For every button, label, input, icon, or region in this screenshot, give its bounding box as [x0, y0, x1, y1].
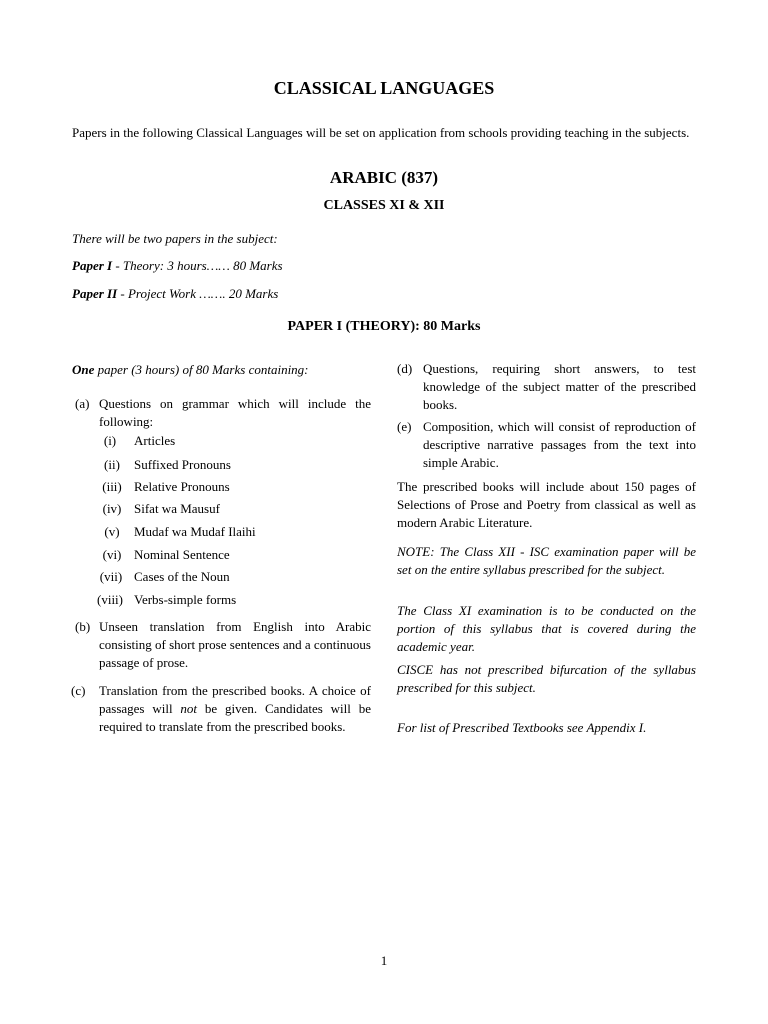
page-number: 1	[380, 953, 388, 968]
item-b-text: Unseen translation from English into Arabic consisting of short prose sentences and a continuous passage of prose.	[99, 619, 371, 670]
grammar-num-1: (i)	[103, 433, 117, 448]
grammar-num-5: (v)	[104, 524, 120, 539]
grammar-item-6: Nominal Sentence	[134, 547, 230, 562]
paper2-text: - Project Work ……. 20 Marks	[117, 286, 279, 301]
item-c-label: (c)	[71, 683, 86, 698]
grammar-num-4: (iv)	[102, 501, 122, 516]
papers-intro: There will be two papers in the subject:	[72, 231, 278, 246]
subject-title: ARABIC (837)	[329, 168, 439, 187]
theory-heading: PAPER I (THEORY): 80 Marks	[287, 319, 481, 334]
grammar-item-2: Suffixed Pronouns	[134, 457, 231, 472]
grammar-num-3: (iii)	[102, 479, 122, 494]
item-d-label: (d)	[397, 361, 413, 376]
intro-paragraph: Papers in the following Classical Languages will be set on application from schools providing teaching in the subjects.	[72, 125, 690, 140]
item-c-text-1: Translation from the prescribed books. A choice of passages will	[99, 683, 371, 716]
grammar-item-8: Verbs-simple forms	[134, 592, 237, 607]
one-rest: paper (3 hours) of 80 Marks containing:	[94, 362, 309, 377]
item-d-text: Questions, requiring short answers, to test knowledge of the subject matter of the prescribed books.	[423, 361, 696, 412]
textbooks-note: For list of Prescribed Textbooks see Appendix I.	[397, 720, 647, 735]
item-c-text-2: be given. Candidates will be required to translate from the prescribed books.	[99, 701, 371, 734]
class-xi-paragraph: The Class XI examination is to be conducted on the portion of this syllabus that is covered during the academic year.	[397, 603, 696, 654]
paper1-line	[72, 257, 283, 275]
item-c-text	[99, 682, 371, 736]
grammar-num-2: (ii)	[104, 457, 120, 472]
grammar-num-7: (vii)	[99, 569, 123, 584]
grammar-num-8: (viii)	[97, 592, 123, 607]
classes-heading: CLASSES XI & XII	[323, 198, 445, 213]
one-paper-line	[72, 361, 309, 379]
item-a-label: (a)	[75, 396, 90, 411]
grammar-item-5: Mudaf wa Mudaf Ilaihi	[134, 524, 256, 539]
item-c-not: not	[180, 701, 198, 716]
grammar-item-3: Relative Pronouns	[134, 479, 230, 494]
item-e-label: (e)	[397, 419, 412, 434]
page-title: CLASSICAL LANGUAGES	[273, 78, 495, 98]
item-a-text: Questions on grammar which will include the following:	[99, 396, 371, 429]
grammar-item-4: Sifat wa Mausuf	[134, 501, 220, 516]
grammar-num-6: (vi)	[102, 547, 122, 562]
paper1-text: - Theory: 3 hours…… 80 Marks	[112, 258, 283, 273]
prescribed-books-paragraph: The prescribed books will include about 150 pages of Selections of Prose and Poetry from classical as well as modern Arabic Literature.	[397, 479, 696, 530]
one-bold: One	[72, 362, 95, 377]
paper2-line	[72, 285, 278, 303]
item-e-text: Composition, which will consist of reproduction of descriptive narrative passages from the text into simple Arabic.	[423, 419, 696, 470]
paper1-label: Paper I	[72, 258, 113, 273]
grammar-item-7: Cases of the Noun	[134, 569, 230, 584]
paper2-label: Paper II	[72, 286, 118, 301]
item-b-label: (b)	[75, 619, 91, 634]
cisce-paragraph: CISCE has not prescribed bifurcation of the syllabus prescribed for this subject.	[397, 662, 696, 695]
grammar-item-1: Articles	[134, 433, 176, 448]
note-paragraph: NOTE: The Class XII - ISC examination paper will be set on the entire syllabus prescribed for the subject.	[397, 544, 696, 577]
